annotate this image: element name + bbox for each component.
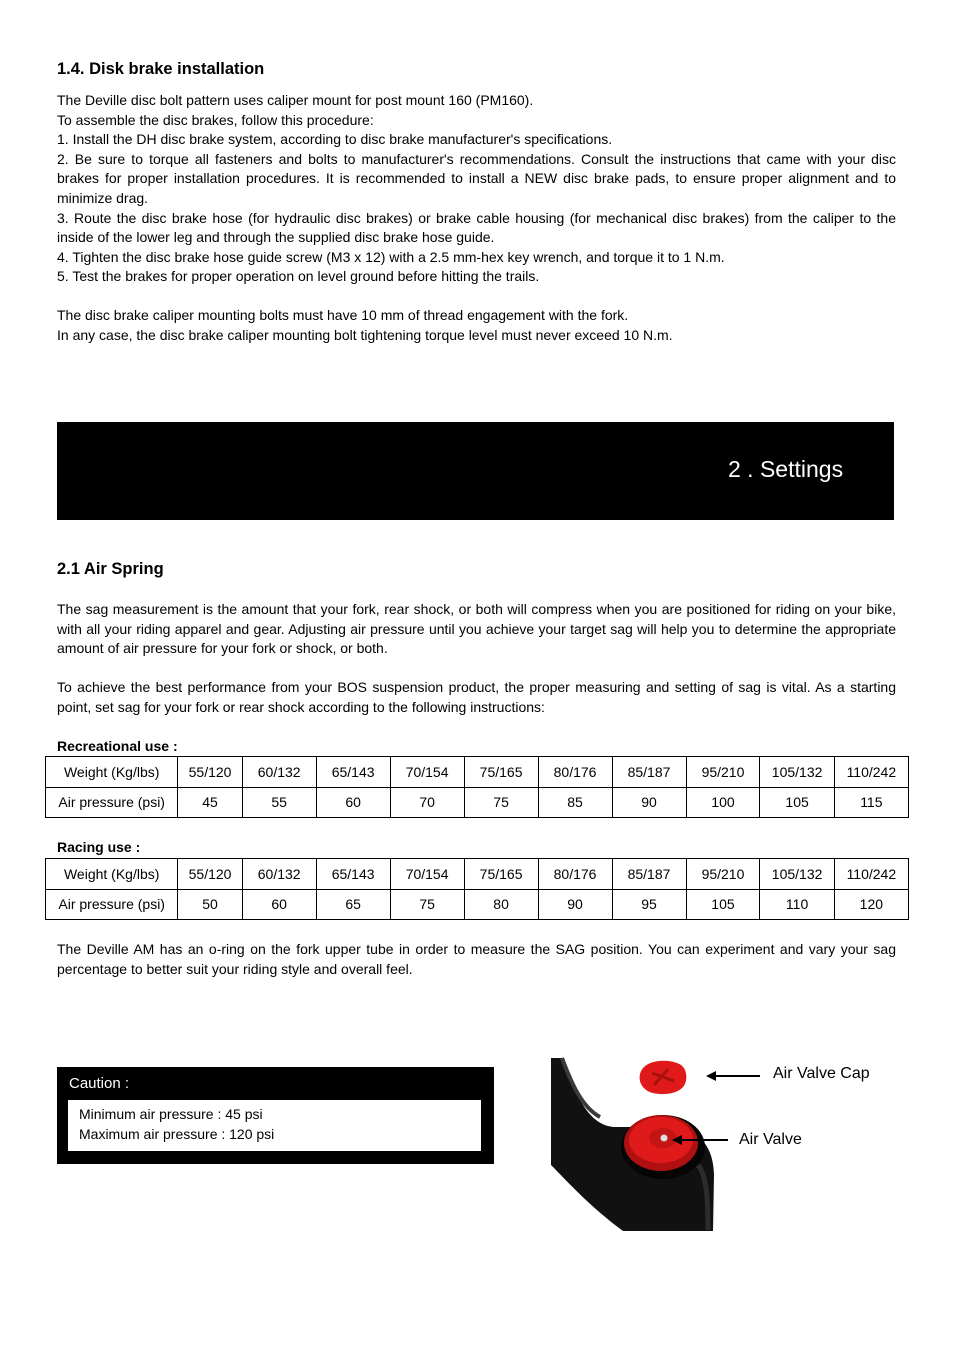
pressure-cell: 65 [316, 889, 390, 920]
weight-header-cell: Weight (Kg/lbs) [46, 859, 178, 890]
pressure-header-cell: Air pressure (psi) [46, 787, 178, 818]
recreational-pressure-table [45, 756, 909, 818]
weight-cell: 95/210 [686, 757, 760, 788]
weight-cell: 60/132 [242, 859, 316, 890]
settings-banner-title: 2 . Settings [728, 456, 844, 482]
weight-cell: 70/154 [390, 859, 464, 890]
procedure-step-5: 5. Test the brakes for proper operation on level ground before hitting the trails. [57, 268, 540, 285]
weight-cell: 110/242 [834, 859, 908, 890]
pressure-cell: 85 [538, 787, 612, 818]
caution-title: Caution : [69, 1075, 130, 1092]
weight-cell: 60/132 [242, 757, 316, 788]
table-row [46, 787, 909, 818]
pressure-cell: 95 [612, 889, 686, 920]
weight-cell: 95/210 [686, 859, 760, 890]
procedure-step-3: 3. Route the disc brake hose (for hydraulic disc brakes) or brake cable housing (for mechanical disc brakes) from the caliper to the inside of the lower leg and through the supplied disc brake hose guide. [57, 209, 896, 246]
procedure-step-1: 1. Install the DH disc brake system, according to disc brake manufacturer's specifications. [57, 131, 613, 148]
pressure-cell: 60 [242, 889, 316, 920]
procedure-step-2: 2. Be sure to torque all fasteners and bolts to manufacturer's recommendations. Consult the instructions that came with your disc brakes for proper installation procedures. It is recommended to install a NEW disc brake pads, to ensure proper alignment and to minimize drag. [57, 150, 896, 206]
weight-cell: 55/120 [178, 859, 242, 890]
disk-brake-notes [57, 306, 896, 345]
procedure-step-4: 4. Tighten the disc brake hose guide screw (M3 x 12) with a 2.5 mm-hex key wrench, and torque it to 1 N.m. [57, 248, 725, 265]
weight-cell: 85/187 [612, 757, 686, 788]
pressure-cell: 45 [178, 787, 242, 818]
weight-cell: 65/143 [316, 859, 390, 890]
pressure-cell: 70 [390, 787, 464, 818]
weight-cell: 80/176 [538, 757, 612, 788]
weight-cell: 80/176 [538, 859, 612, 890]
weight-cell: 110/242 [834, 757, 908, 788]
air-valve-core [661, 1135, 668, 1142]
weight-header-cell: Weight (Kg/lbs) [46, 757, 178, 788]
air-valve-cap-label: Air Valve Cap [773, 1065, 870, 1082]
pressure-cell: 75 [464, 787, 538, 818]
racing-pressure-table [45, 858, 909, 920]
weight-cell: 105/132 [760, 859, 834, 890]
cap-arrow-head [706, 1071, 716, 1081]
note-line: In any case, the disc brake caliper mounting bolt tightening torque level must never exceed 10 N.m. [57, 326, 673, 343]
settings-banner [57, 422, 894, 520]
air-spring-heading: 2.1 Air Spring [57, 560, 164, 578]
weight-cell: 55/120 [178, 757, 242, 788]
sag-paragraph: The sag measurement is the amount that your fork, rear shock, or both will compress when you are positioned for riding on your bike, with all your riding apparel and gear. Adjusting air pressure until you achieve your target sag will help you to determine the appropriate amount of air pressure for your fork or shock, or both. [57, 601, 896, 657]
weight-cell: 70/154 [390, 757, 464, 788]
air-spring-instructions [57, 678, 896, 717]
min-pressure-text: Minimum air pressure : 45 psi [79, 1106, 263, 1122]
caution-content [68, 1100, 481, 1151]
table-row [46, 859, 909, 890]
pressure-cell: 90 [538, 889, 612, 920]
weight-cell: 65/143 [316, 757, 390, 788]
disk-brake-heading: 1.4. Disk brake installation [57, 60, 265, 78]
pressure-cell: 100 [686, 787, 760, 818]
sag-oring-note [57, 940, 896, 979]
pressure-cell: 105 [760, 787, 834, 818]
table-row [46, 757, 909, 788]
sag-instructions-paragraph: To achieve the best performance from your BOS suspension product, the proper measuring and setting of sag is vital. As a starting point, set sag for your fork or rear shock according to the following instructions: [57, 679, 896, 715]
air-valve-label: Air Valve [739, 1131, 802, 1148]
weight-cell: 85/187 [612, 859, 686, 890]
pressure-cell: 90 [612, 787, 686, 818]
weight-cell: 75/165 [464, 859, 538, 890]
pressure-header-cell: Air pressure (psi) [46, 889, 178, 920]
weight-cell: 75/165 [464, 757, 538, 788]
recreational-label: Recreational use : [57, 738, 178, 754]
pressure-cell: 105 [686, 889, 760, 920]
procedure-line: To assemble the disc brakes, follow this procedure: [57, 111, 374, 128]
pressure-cell: 80 [464, 889, 538, 920]
air-spring-intro [57, 600, 896, 659]
procedure-line: The Deville disc bolt pattern uses caliper mount for post mount 160 (PM160). [57, 92, 534, 108]
valve-arrow-head [672, 1135, 682, 1145]
table-row [46, 889, 909, 920]
disk-brake-procedure [57, 91, 896, 287]
weight-cell: 105/132 [760, 757, 834, 788]
note-line: The disc brake caliper mounting bolts must have 10 mm of thread engagement with the fork. [57, 307, 629, 323]
pressure-cell: 120 [834, 889, 908, 920]
pressure-cell: 50 [178, 889, 242, 920]
pressure-cell: 75 [390, 889, 464, 920]
racing-label: Racing use : [57, 839, 141, 855]
pressure-cell: 55 [242, 787, 316, 818]
pressure-cell: 60 [316, 787, 390, 818]
pressure-cell: 110 [760, 889, 834, 920]
valve-arrow [670, 1132, 730, 1152]
caution-box [57, 1067, 494, 1164]
oring-paragraph: The Deville AM has an o-ring on the fork upper tube in order to measure the SAG position. You can experiment and vary your sag percentage to better suit your riding style and overall feel. [57, 941, 896, 977]
max-pressure-text: Maximum air pressure : 120 psi [79, 1126, 275, 1142]
pressure-cell: 115 [834, 787, 908, 818]
